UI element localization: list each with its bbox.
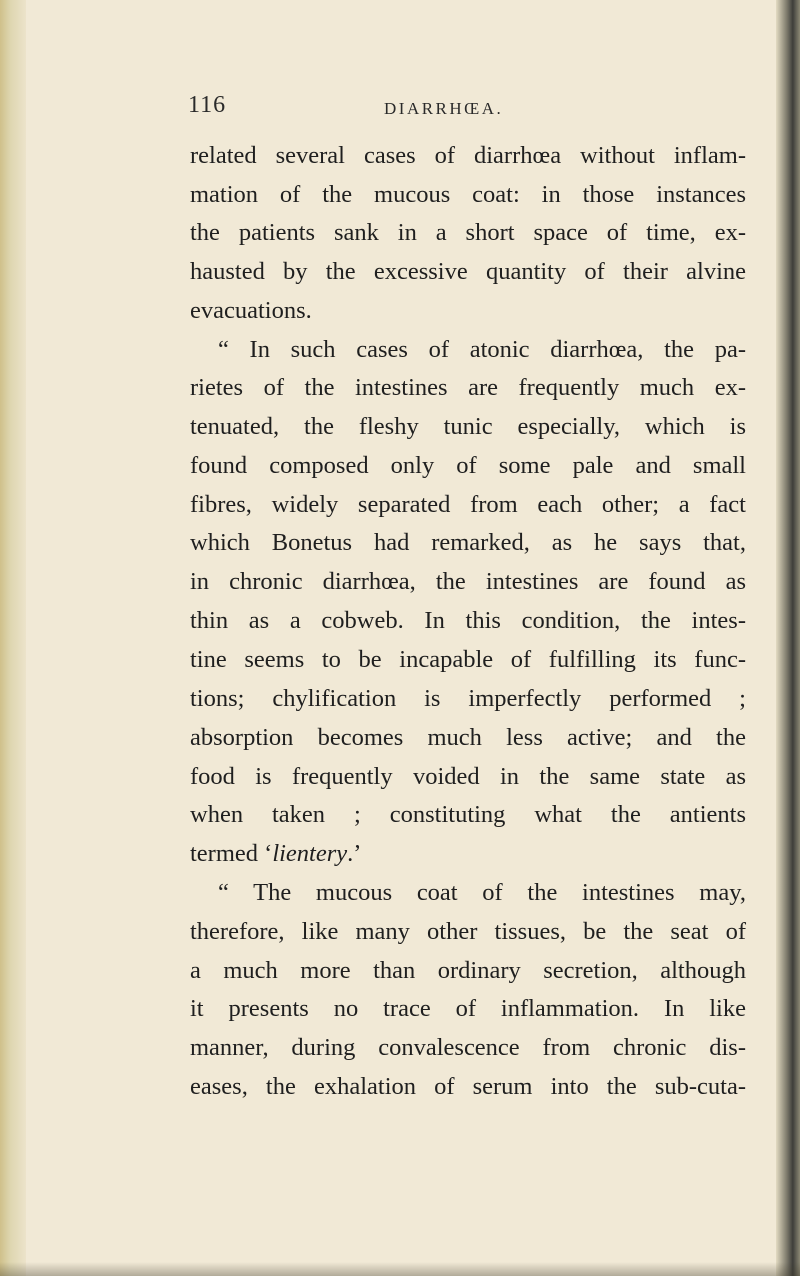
italic-term: lientery [272,840,348,867]
page-edge-shadow [776,0,800,1276]
text-line: rietes of the intestines are frequently much ex- [190,374,746,401]
text-line-termed [190,839,746,869]
text-line: manner, during convalescence from chronic dis- [190,1034,746,1061]
text-line: “ The mucous coat of the intestines may, [218,879,746,906]
text-line: found composed only of some pale and small [190,452,746,479]
running-head: DIARRHŒA. [384,99,504,118]
text-line: when taken ; constituting what the antients [190,801,746,828]
text-line: tenuated, the fleshy tunic especially, which is [190,413,746,440]
text-line: food is frequently voided in the same state as [190,763,746,790]
text-line: “ In such cases of atonic diarrhœa, the pa- [218,336,746,363]
text-line: tions; chylification is imperfectly performed ; [190,685,746,712]
page-number: 116 [188,92,227,118]
termed-prefix: termed ‘ [190,840,273,867]
termed-suffix: .’ [347,840,362,867]
text-line: absorption becomes much less active; and the [190,724,746,751]
text-line: in chronic diarrhœa, the intestines are found as [190,568,746,595]
text-line: it presents no trace of inflammation. In like [190,995,746,1022]
text-line: the patients sank in a short space of time, ex- [190,219,746,246]
text-line: evacuations. [190,297,312,324]
bottom-shadow [0,1262,800,1276]
text-line: therefore, like many other tissues, be the seat of [190,918,746,945]
text-line: which Bonetus had remarked, as he says that, [190,529,746,556]
text-line: hausted by the excessive quantity of their alvine [190,258,746,285]
text-line: eases, the exhalation of serum into the sub-cuta- [190,1073,746,1100]
text-line: fibres, widely separated from each other; a fact [190,491,746,518]
text-line: related several cases of diarrhœa without inflam- [190,142,746,169]
text-line: thin as a cobweb. In this condition, the intes- [190,607,746,634]
page-gutter [0,0,26,1276]
text-line: tine seems to be incapable of fulfilling its func- [190,646,746,673]
text-line: a much more than ordinary secretion, although [190,957,746,984]
text-line: mation of the mucous coat: in those instances [190,181,746,208]
